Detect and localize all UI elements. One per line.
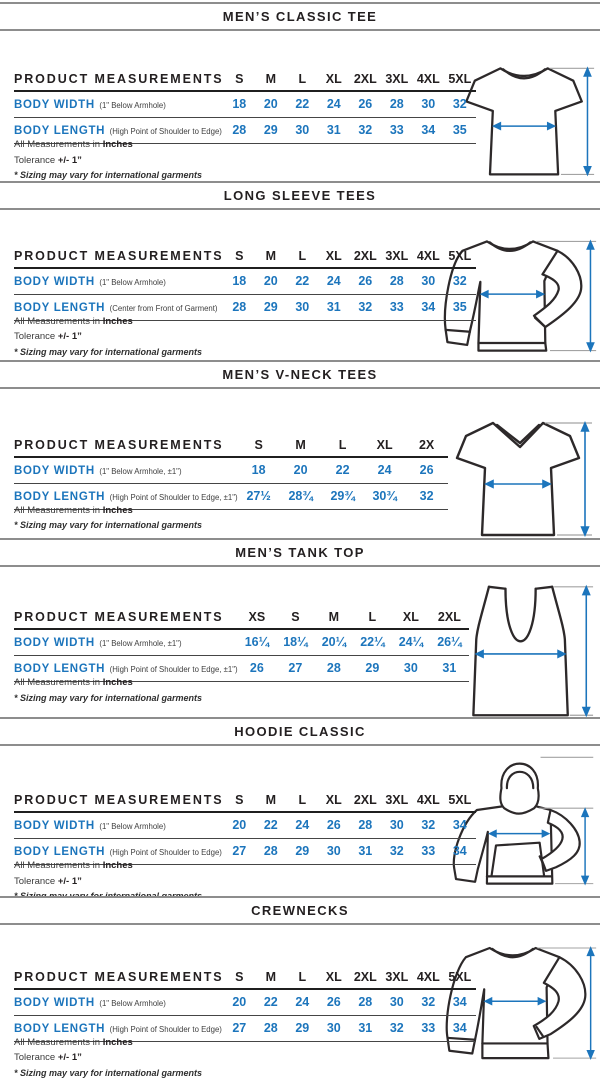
row-note: (High Point of Shoulder to Edge, ±1") bbox=[109, 665, 238, 675]
size-column-header: 4XL bbox=[416, 793, 440, 808]
measurement-value: 34 bbox=[452, 844, 467, 859]
section-title: MEN’S TANK TOP bbox=[235, 545, 365, 561]
size-column-header: 5XL bbox=[448, 72, 472, 86]
section-title-band bbox=[0, 538, 600, 567]
measurement-value: 31 bbox=[358, 1020, 373, 1035]
measurement-value: 28 bbox=[358, 818, 373, 833]
row-label: BODY WIDTH bbox=[14, 996, 95, 1009]
row-note: (1" Below Armhole) bbox=[99, 998, 166, 1008]
section-v-neck-tee bbox=[0, 358, 600, 537]
row-label: BODY WIDTH bbox=[14, 637, 95, 650]
tank-top-illustration bbox=[450, 579, 596, 725]
size-column-header: S bbox=[291, 610, 300, 625]
section-title-band bbox=[0, 896, 600, 925]
measurement-value: 18 bbox=[232, 273, 247, 288]
measurement-value: 28 bbox=[389, 97, 404, 111]
size-column-header: 5XL bbox=[448, 793, 472, 808]
row-label: BODY WIDTH bbox=[14, 275, 95, 288]
table-header-row bbox=[14, 967, 476, 989]
size-column-header: S bbox=[235, 969, 244, 984]
table-row bbox=[14, 812, 476, 839]
measurement-value: 26 bbox=[249, 661, 264, 676]
v-neck-tee-illustration bbox=[444, 411, 594, 551]
measurement-value: 26 bbox=[358, 273, 373, 288]
table-header-label: PRODUCT MEASUREMENTS bbox=[14, 248, 224, 263]
size-column-header: 2XL bbox=[437, 610, 461, 625]
table-header-row bbox=[14, 790, 476, 812]
row-note: (Center from Front of Garment) bbox=[109, 303, 218, 313]
measurement-value: 34 bbox=[421, 123, 436, 137]
size-column-header: 3XL bbox=[385, 793, 409, 808]
measurement-value: 32 bbox=[389, 1020, 404, 1035]
table-row bbox=[14, 268, 476, 295]
size-column-header: XS bbox=[248, 610, 266, 625]
measurement-value: 33 bbox=[389, 299, 404, 314]
measurements-table bbox=[14, 967, 476, 1042]
section-content bbox=[0, 567, 600, 713]
measurement-value: 32 bbox=[421, 994, 436, 1009]
section-long-sleeve-tee bbox=[0, 179, 600, 358]
section-title: MEN’S V-NECK TEES bbox=[222, 366, 378, 382]
tolerance-note: Tolerance +/- 1” bbox=[14, 331, 82, 343]
sizing-disclaimer: * Sizing may vary for international garments bbox=[14, 1067, 203, 1078]
row-label: BODY WIDTH bbox=[14, 464, 95, 477]
measurement-value: 30¾ bbox=[372, 488, 397, 503]
row-note: (1" Below Armhole) bbox=[99, 277, 166, 287]
table-header-label: PRODUCT MEASUREMENTS bbox=[14, 969, 224, 984]
table-header-row bbox=[14, 435, 448, 457]
section-crewneck bbox=[0, 894, 600, 1078]
measurement-value: 26 bbox=[358, 97, 373, 111]
size-column-header: M bbox=[265, 969, 276, 984]
measurement-value: 24 bbox=[295, 818, 310, 833]
size-column-header: M bbox=[328, 610, 340, 625]
row-label: BODY LENGTH bbox=[14, 490, 106, 503]
row-label: BODY LENGTH bbox=[14, 1022, 106, 1035]
measurement-value: 34 bbox=[452, 818, 467, 833]
measurement-value: 18¼ bbox=[283, 635, 308, 650]
size-column-header: 2X bbox=[418, 437, 435, 452]
table-row bbox=[14, 91, 476, 118]
measurement-value: 31 bbox=[326, 123, 341, 137]
size-column-header: L bbox=[298, 72, 307, 86]
v-neck-tee-drawing bbox=[444, 411, 594, 551]
measurement-value: 24 bbox=[377, 462, 392, 477]
measurement-value: 20¼ bbox=[321, 635, 347, 650]
measurement-value: 28 bbox=[389, 273, 404, 288]
section-title: MEN’S CLASSIC TEE bbox=[222, 9, 378, 24]
measurement-value: 35 bbox=[452, 123, 467, 137]
tolerance-note: Tolerance +/- 1” bbox=[14, 875, 82, 887]
row-note: (1" Below Armhole) bbox=[99, 101, 166, 110]
measurement-value: 30 bbox=[389, 994, 404, 1009]
row-label: BODY LENGTH bbox=[14, 846, 106, 859]
measurement-value: 30 bbox=[421, 97, 436, 111]
size-column-header: 2XL bbox=[353, 72, 377, 86]
size-column-header: 5XL bbox=[448, 969, 472, 984]
section-title-band bbox=[0, 717, 600, 746]
measurement-value: 30 bbox=[326, 1020, 341, 1035]
measurement-value: 24 bbox=[326, 273, 341, 288]
measurement-value: 29 bbox=[295, 1020, 310, 1035]
size-column-header: 2XL bbox=[353, 793, 377, 808]
size-column-header: 2XL bbox=[353, 969, 377, 984]
row-label: BODY LENGTH bbox=[14, 663, 106, 676]
section-title-band bbox=[0, 181, 600, 210]
section-content bbox=[0, 31, 600, 180]
measurement-value: 27 bbox=[288, 661, 303, 676]
measurement-value: 22 bbox=[295, 273, 310, 288]
measurement-value: 33 bbox=[421, 844, 436, 859]
sizing-disclaimer: * Sizing may vary for international garments bbox=[14, 170, 203, 180]
footnotes bbox=[14, 677, 202, 707]
measurement-value: 26 bbox=[326, 818, 341, 833]
measurement-value: 31 bbox=[358, 844, 373, 859]
measurement-value: 34 bbox=[421, 299, 436, 314]
measurements-table bbox=[14, 607, 469, 682]
row-label: BODY WIDTH bbox=[14, 820, 95, 833]
measurement-value: 35 bbox=[452, 299, 467, 314]
row-note: (High Point of Shoulder to Edge) bbox=[109, 848, 222, 858]
measurement-value: 29 bbox=[295, 844, 310, 859]
measurement-value: 33 bbox=[389, 123, 404, 137]
size-column-header: S bbox=[235, 72, 244, 86]
table-header-label: PRODUCT MEASUREMENTS bbox=[14, 437, 224, 452]
measurement-value: 18 bbox=[251, 462, 266, 477]
measurement-value: 20 bbox=[293, 462, 308, 477]
units-note: All Measurements in Inches bbox=[14, 139, 133, 150]
size-column-header: M bbox=[265, 248, 276, 263]
size-column-header: S bbox=[254, 437, 263, 452]
measurement-value: 28 bbox=[358, 994, 373, 1009]
measurement-value: 29¾ bbox=[330, 488, 355, 503]
measurement-value: 27½ bbox=[246, 488, 271, 503]
row-label: BODY LENGTH bbox=[14, 301, 106, 314]
measurement-value: 28 bbox=[232, 123, 247, 137]
table-row bbox=[14, 629, 469, 656]
measurement-value: 30 bbox=[389, 818, 404, 833]
measurement-value: 28 bbox=[263, 1020, 278, 1035]
measurement-value: 20 bbox=[232, 818, 247, 833]
measurements-table bbox=[14, 246, 476, 321]
size-column-header: 5XL bbox=[448, 248, 472, 263]
tolerance-note: Tolerance +/- 1” bbox=[14, 154, 82, 166]
size-column-header: S bbox=[235, 248, 244, 263]
size-column-header: XL bbox=[376, 437, 393, 452]
table-header-label: PRODUCT MEASUREMENTS bbox=[14, 72, 224, 86]
table-header-row bbox=[14, 69, 476, 91]
size-column-header: XL bbox=[325, 969, 342, 984]
footnotes bbox=[14, 139, 202, 185]
section-title: HOODIE CLASSIC bbox=[234, 724, 366, 740]
size-column-header: 3XL bbox=[385, 72, 409, 86]
row-label: BODY LENGTH bbox=[14, 125, 106, 137]
footnotes bbox=[14, 316, 202, 362]
section-title: LONG SLEEVE TEES bbox=[223, 187, 377, 203]
measurement-value: 29 bbox=[263, 299, 278, 314]
table-row bbox=[14, 989, 476, 1016]
size-column-header: L bbox=[338, 437, 347, 452]
measurement-value: 26 bbox=[419, 462, 434, 477]
section-title-band bbox=[0, 360, 600, 389]
section-tank-top bbox=[0, 536, 600, 715]
measurement-value: 20 bbox=[263, 273, 278, 288]
row-note: (1" Below Armhole, ±1") bbox=[99, 466, 182, 476]
section-content bbox=[0, 389, 600, 535]
size-column-header: XL bbox=[325, 793, 342, 808]
row-note: (High Point of Shoulder to Edge) bbox=[109, 127, 222, 136]
size-column-header: XL bbox=[325, 248, 342, 263]
size-column-header: 4XL bbox=[416, 72, 440, 86]
measurement-value: 28 bbox=[326, 661, 341, 676]
measurement-value: 34 bbox=[452, 994, 467, 1009]
measurement-value: 31 bbox=[442, 661, 457, 676]
measurement-value: 22 bbox=[295, 97, 310, 111]
tank-top-drawing bbox=[450, 579, 596, 725]
size-column-header: L bbox=[298, 969, 307, 984]
measurement-value: 18 bbox=[232, 97, 247, 111]
measurement-value: 30 bbox=[403, 661, 418, 676]
measurement-value: 30 bbox=[295, 123, 310, 137]
section-title: CREWNECKS bbox=[251, 902, 349, 918]
units-note: All Measurements in Inches bbox=[14, 860, 133, 872]
section-content bbox=[0, 210, 600, 356]
row-note: (High Point of Shoulder to Edge, ±1") bbox=[109, 492, 238, 502]
measurement-value: 16¼ bbox=[244, 635, 270, 650]
size-column-header: M bbox=[265, 793, 276, 808]
measurement-value: 32 bbox=[358, 299, 373, 314]
measurement-value: 22 bbox=[263, 818, 278, 833]
table-header-row bbox=[14, 246, 476, 268]
table-header-label: PRODUCT MEASUREMENTS bbox=[14, 610, 224, 625]
units-note: All Measurements in Inches bbox=[14, 315, 133, 327]
measurement-value: 22 bbox=[263, 994, 278, 1009]
measurement-value: 34 bbox=[452, 1020, 467, 1035]
sizing-disclaimer: * Sizing may vary for international garments bbox=[14, 520, 203, 531]
tolerance-note: Tolerance +/- 1” bbox=[14, 1052, 82, 1064]
size-column-header: XL bbox=[325, 72, 342, 86]
measurement-value: 32 bbox=[452, 273, 467, 288]
measurement-value: 30 bbox=[326, 844, 341, 859]
measurement-value: 22¼ bbox=[360, 635, 385, 650]
measurement-value: 26 bbox=[326, 994, 341, 1009]
row-note: (1" Below Armhole, ±1") bbox=[99, 639, 182, 649]
measurements-table bbox=[14, 790, 476, 865]
size-column-header: L bbox=[298, 793, 307, 808]
measurement-value: 32 bbox=[389, 844, 404, 859]
measurement-value: 28 bbox=[232, 299, 247, 314]
measurement-value: 30 bbox=[295, 299, 310, 314]
section-classic-tee bbox=[0, 0, 600, 179]
section-hoodie bbox=[0, 715, 600, 894]
measurement-value: 32 bbox=[358, 123, 373, 137]
size-column-header: 3XL bbox=[385, 969, 409, 984]
units-note: All Measurements in Inches bbox=[14, 1036, 133, 1048]
measurement-value: 24 bbox=[295, 994, 310, 1009]
footnotes bbox=[14, 505, 202, 535]
measurement-value: 27 bbox=[232, 1020, 247, 1035]
size-column-header: 4XL bbox=[416, 248, 440, 263]
measurement-value: 24¼ bbox=[398, 635, 424, 650]
size-column-header: 2XL bbox=[353, 248, 377, 263]
measurement-value: 32 bbox=[452, 97, 467, 111]
size-column-header: L bbox=[368, 610, 377, 625]
measurement-value: 22 bbox=[335, 462, 350, 477]
row-note: (1" Below Armhole) bbox=[99, 822, 166, 832]
size-column-header: M bbox=[265, 72, 276, 86]
measurement-value: 31 bbox=[326, 299, 341, 314]
table-header-label: PRODUCT MEASUREMENTS bbox=[14, 793, 224, 808]
section-title-band bbox=[0, 2, 600, 31]
measurements-table bbox=[14, 435, 448, 510]
section-content bbox=[0, 925, 600, 1078]
measurement-value: 28 bbox=[263, 844, 278, 859]
measurement-value: 20 bbox=[232, 994, 247, 1009]
measurement-value: 28¾ bbox=[288, 488, 313, 503]
sizing-disclaimer: * Sizing may vary for international garments bbox=[14, 692, 203, 703]
section-content bbox=[0, 746, 600, 892]
size-column-header: M bbox=[295, 437, 306, 452]
size-column-header: XL bbox=[402, 610, 419, 625]
measurements-table bbox=[14, 69, 476, 144]
size-column-header: S bbox=[235, 793, 244, 808]
measurement-value: 27 bbox=[232, 844, 247, 859]
measurement-value: 32 bbox=[419, 488, 434, 503]
table-header-row bbox=[14, 607, 469, 629]
measurement-value: 32 bbox=[421, 818, 436, 833]
measurement-value: 29 bbox=[365, 661, 380, 676]
size-column-header: L bbox=[298, 248, 307, 263]
size-column-header: 3XL bbox=[385, 248, 409, 263]
measurement-value: 24 bbox=[326, 97, 341, 111]
sizing-disclaimer: * Sizing may vary for international garments bbox=[14, 346, 203, 357]
row-note: (High Point of Shoulder to Edge) bbox=[109, 1024, 222, 1034]
units-note: All Measurements in Inches bbox=[14, 504, 133, 516]
row-label: BODY WIDTH bbox=[14, 99, 95, 111]
measurement-value: 29 bbox=[263, 123, 278, 137]
table-row bbox=[14, 457, 448, 484]
footnotes bbox=[14, 1037, 202, 1082]
measurement-value: 26¼ bbox=[437, 635, 462, 650]
size-column-header: 4XL bbox=[416, 969, 440, 984]
units-note: All Measurements in Inches bbox=[14, 677, 133, 689]
measurement-value: 20 bbox=[263, 97, 278, 111]
measurement-value: 30 bbox=[421, 273, 436, 288]
measurement-value: 33 bbox=[421, 1020, 436, 1035]
